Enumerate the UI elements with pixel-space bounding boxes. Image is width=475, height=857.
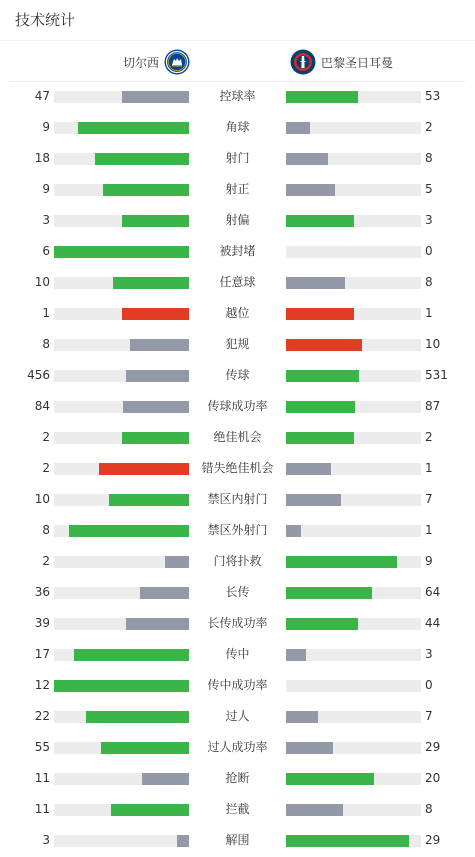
home-value: 11 [34, 802, 50, 816]
home-bar-track [54, 556, 189, 568]
stat-row [0, 732, 475, 763]
away-value: 7 [425, 709, 433, 723]
stat-row [0, 143, 475, 174]
away-value: 8 [425, 275, 433, 289]
away-team[interactable] [290, 46, 393, 78]
stat-label: 控球率 [219, 89, 256, 103]
away-value: 29 [425, 740, 441, 754]
home-bar-track [54, 401, 189, 413]
home-bar-track [54, 463, 189, 475]
home-value: 18 [34, 151, 50, 165]
away-bar-fill [286, 401, 355, 413]
away-value: 1 [425, 306, 433, 320]
home-bar-fill [86, 711, 189, 723]
title-divider [0, 40, 475, 41]
away-value: 2 [425, 430, 433, 444]
stat-row [0, 515, 475, 546]
stat-row [0, 205, 475, 236]
away-value: 29 [425, 833, 441, 847]
away-bar-fill [286, 556, 397, 568]
home-bar-fill [140, 587, 189, 599]
away-bar-track [286, 215, 421, 227]
home-value: 39 [34, 616, 50, 630]
stat-label: 传球成功率 [207, 399, 268, 413]
stat-row [0, 81, 475, 112]
stat-label: 门将扑救 [213, 554, 262, 568]
stat-label: 角球 [225, 120, 250, 134]
home-bar-track [54, 246, 189, 258]
home-bar-track [54, 494, 189, 506]
away-bar-track [286, 339, 421, 351]
home-value: 8 [42, 337, 50, 351]
away-value: 8 [425, 151, 433, 165]
stat-label: 长传 [225, 585, 250, 599]
stat-label: 传球 [225, 368, 250, 382]
stat-row [0, 577, 475, 608]
home-value: 47 [34, 89, 50, 103]
away-bar-fill [286, 618, 358, 630]
away-bar-track [286, 277, 421, 289]
away-bar-track [286, 91, 421, 103]
stat-row [0, 639, 475, 670]
home-value: 3 [42, 213, 50, 227]
stat-row [0, 112, 475, 143]
home-bar-fill [99, 463, 189, 475]
home-value: 17 [34, 647, 50, 661]
stat-row [0, 267, 475, 298]
away-team-name: 巴黎圣日耳曼 [321, 55, 394, 70]
home-value: 3 [42, 833, 50, 847]
away-value: 0 [425, 678, 433, 692]
away-bar-track [286, 773, 421, 785]
away-value: 7 [425, 492, 433, 506]
stat-label: 错失绝佳机会 [201, 461, 274, 475]
stat-row [0, 453, 475, 484]
stat-row [0, 546, 475, 577]
stat-row [0, 763, 475, 794]
stat-label: 被封堵 [219, 244, 256, 258]
away-bar-fill [286, 494, 341, 506]
home-bar-track [54, 742, 189, 754]
teams-header [0, 44, 475, 80]
stat-label: 越位 [225, 306, 250, 320]
stat-label: 抢断 [225, 771, 250, 785]
stat-label: 过人成功率 [207, 740, 268, 754]
away-value: 531 [425, 368, 448, 382]
home-bar-fill [165, 556, 189, 568]
away-value: 44 [425, 616, 441, 630]
home-value: 55 [34, 740, 50, 754]
away-bar-track [286, 556, 421, 568]
away-bar-fill [286, 711, 318, 723]
stat-row [0, 174, 475, 205]
away-bar-fill [286, 184, 335, 196]
away-value: 3 [425, 647, 433, 661]
away-value: 10 [425, 337, 441, 351]
home-bar-fill [95, 153, 190, 165]
stat-row [0, 391, 475, 422]
home-bar-track [54, 370, 189, 382]
home-bar-fill [126, 618, 189, 630]
away-bar-track [286, 649, 421, 661]
home-team[interactable] [123, 46, 190, 78]
away-bar-fill [286, 308, 354, 320]
stat-row [0, 794, 475, 825]
home-value: 9 [42, 120, 50, 134]
home-bar-track [54, 773, 189, 785]
away-bar-track [286, 711, 421, 723]
stat-label: 传中 [225, 647, 250, 661]
home-value: 10 [34, 492, 50, 506]
away-bar-track [286, 122, 421, 134]
away-bar-track [286, 401, 421, 413]
home-team-name: 切尔西 [122, 55, 159, 70]
home-bar-track [54, 804, 189, 816]
home-bar-fill [122, 432, 190, 444]
away-bar-track [286, 153, 421, 165]
home-bar-fill [126, 370, 189, 382]
home-bar-track [54, 618, 189, 630]
stat-row [0, 298, 475, 329]
home-value: 84 [34, 399, 50, 413]
stat-label: 解围 [225, 833, 250, 847]
stat-label: 射正 [225, 182, 250, 196]
home-bar-fill [69, 525, 189, 537]
stat-label: 过人 [225, 709, 250, 723]
home-value: 8 [42, 523, 50, 537]
away-value: 53 [425, 89, 441, 103]
away-bar-fill [286, 773, 374, 785]
home-bar-track [54, 835, 189, 847]
home-bar-fill [113, 277, 189, 289]
home-bar-fill [101, 742, 189, 754]
away-bar-fill [286, 370, 359, 382]
away-value: 87 [425, 399, 441, 413]
away-bar-track [286, 742, 421, 754]
away-value: 0 [425, 244, 433, 258]
away-bar-track [286, 494, 421, 506]
home-bar-track [54, 587, 189, 599]
away-bar-fill [286, 835, 409, 847]
away-value: 5 [425, 182, 433, 196]
home-bar-fill [111, 804, 189, 816]
away-value: 1 [425, 461, 433, 475]
stat-label: 禁区外射门 [207, 523, 268, 537]
away-bar-track [286, 308, 421, 320]
home-bar-track [54, 432, 189, 444]
away-value: 3 [425, 213, 433, 227]
stats-list [0, 81, 475, 856]
away-bar-fill [286, 277, 345, 289]
away-bar-track [286, 463, 421, 475]
home-bar-fill [122, 215, 190, 227]
home-value: 2 [42, 430, 50, 444]
home-bar-track [54, 184, 189, 196]
away-bar-fill [286, 215, 354, 227]
section-title: 技术统计 [15, 11, 76, 29]
away-bar-fill [286, 153, 328, 165]
stat-label: 拦截 [225, 802, 250, 816]
home-value: 456 [27, 368, 50, 382]
away-bar-track [286, 587, 421, 599]
psg-crest-icon [290, 49, 316, 75]
home-value: 6 [42, 244, 50, 258]
away-value: 2 [425, 120, 433, 134]
home-bar-track [54, 711, 189, 723]
away-bar-track [286, 835, 421, 847]
home-bar-track [54, 308, 189, 320]
home-bar-fill [130, 339, 189, 351]
away-bar-track [286, 246, 421, 258]
stat-label: 射偏 [225, 213, 250, 227]
home-bar-fill [123, 401, 189, 413]
home-bar-fill [74, 649, 189, 661]
home-value: 36 [34, 585, 50, 599]
home-bar-fill [122, 91, 190, 103]
away-bar-fill [286, 649, 306, 661]
away-bar-fill [286, 432, 354, 444]
stat-label: 绝佳机会 [213, 430, 262, 444]
home-bar-fill [54, 680, 189, 692]
away-bar-track [286, 184, 421, 196]
home-bar-fill [54, 246, 189, 258]
home-bar-track [54, 153, 189, 165]
home-value: 11 [34, 771, 50, 785]
home-bar-track [54, 122, 189, 134]
stat-row [0, 825, 475, 856]
home-bar-track [54, 277, 189, 289]
away-bar-fill [286, 122, 310, 134]
away-bar-track [286, 680, 421, 692]
home-bar-track [54, 680, 189, 692]
stat-label: 射门 [225, 151, 250, 165]
away-bar-fill [286, 804, 343, 816]
away-bar-fill [286, 525, 301, 537]
stat-row [0, 236, 475, 267]
home-bar-fill [78, 122, 189, 134]
away-value: 20 [425, 771, 441, 785]
away-bar-fill [286, 587, 372, 599]
stat-label: 长传成功率 [207, 616, 268, 630]
away-value: 64 [425, 585, 441, 599]
home-value: 12 [34, 678, 50, 692]
away-bar-fill [286, 463, 331, 475]
stat-row [0, 670, 475, 701]
stat-row [0, 608, 475, 639]
home-bar-fill [177, 835, 189, 847]
home-bar-track [54, 649, 189, 661]
home-bar-fill [109, 494, 189, 506]
home-value: 2 [42, 554, 50, 568]
home-bar-track [54, 525, 189, 537]
home-bar-fill [142, 773, 189, 785]
away-bar-fill [286, 91, 358, 103]
home-bar-fill [122, 308, 190, 320]
home-bar-track [54, 91, 189, 103]
stat-label: 任意球 [219, 275, 256, 289]
home-value: 1 [42, 306, 50, 320]
home-value: 22 [34, 709, 50, 723]
away-bar-track [286, 432, 421, 444]
home-bar-track [54, 215, 189, 227]
stat-row [0, 484, 475, 515]
away-bar-track [286, 525, 421, 537]
away-value: 8 [425, 802, 433, 816]
home-bar-fill [103, 184, 189, 196]
stat-row [0, 701, 475, 732]
stat-label: 禁区内射门 [207, 492, 268, 506]
chelsea-crest-icon [164, 49, 190, 75]
away-bar-track [286, 618, 421, 630]
home-value: 9 [42, 182, 50, 196]
away-bar-track [286, 370, 421, 382]
away-value: 1 [425, 523, 433, 537]
home-bar-track [54, 339, 189, 351]
away-value: 9 [425, 554, 433, 568]
away-bar-track [286, 804, 421, 816]
stat-label: 犯规 [225, 337, 250, 351]
stat-row [0, 422, 475, 453]
away-bar-fill [286, 339, 362, 351]
stat-label: 传中成功率 [207, 678, 268, 692]
stat-row [0, 360, 475, 391]
away-bar-fill [286, 742, 333, 754]
stat-row [0, 329, 475, 360]
home-value: 2 [42, 461, 50, 475]
home-value: 10 [34, 275, 50, 289]
